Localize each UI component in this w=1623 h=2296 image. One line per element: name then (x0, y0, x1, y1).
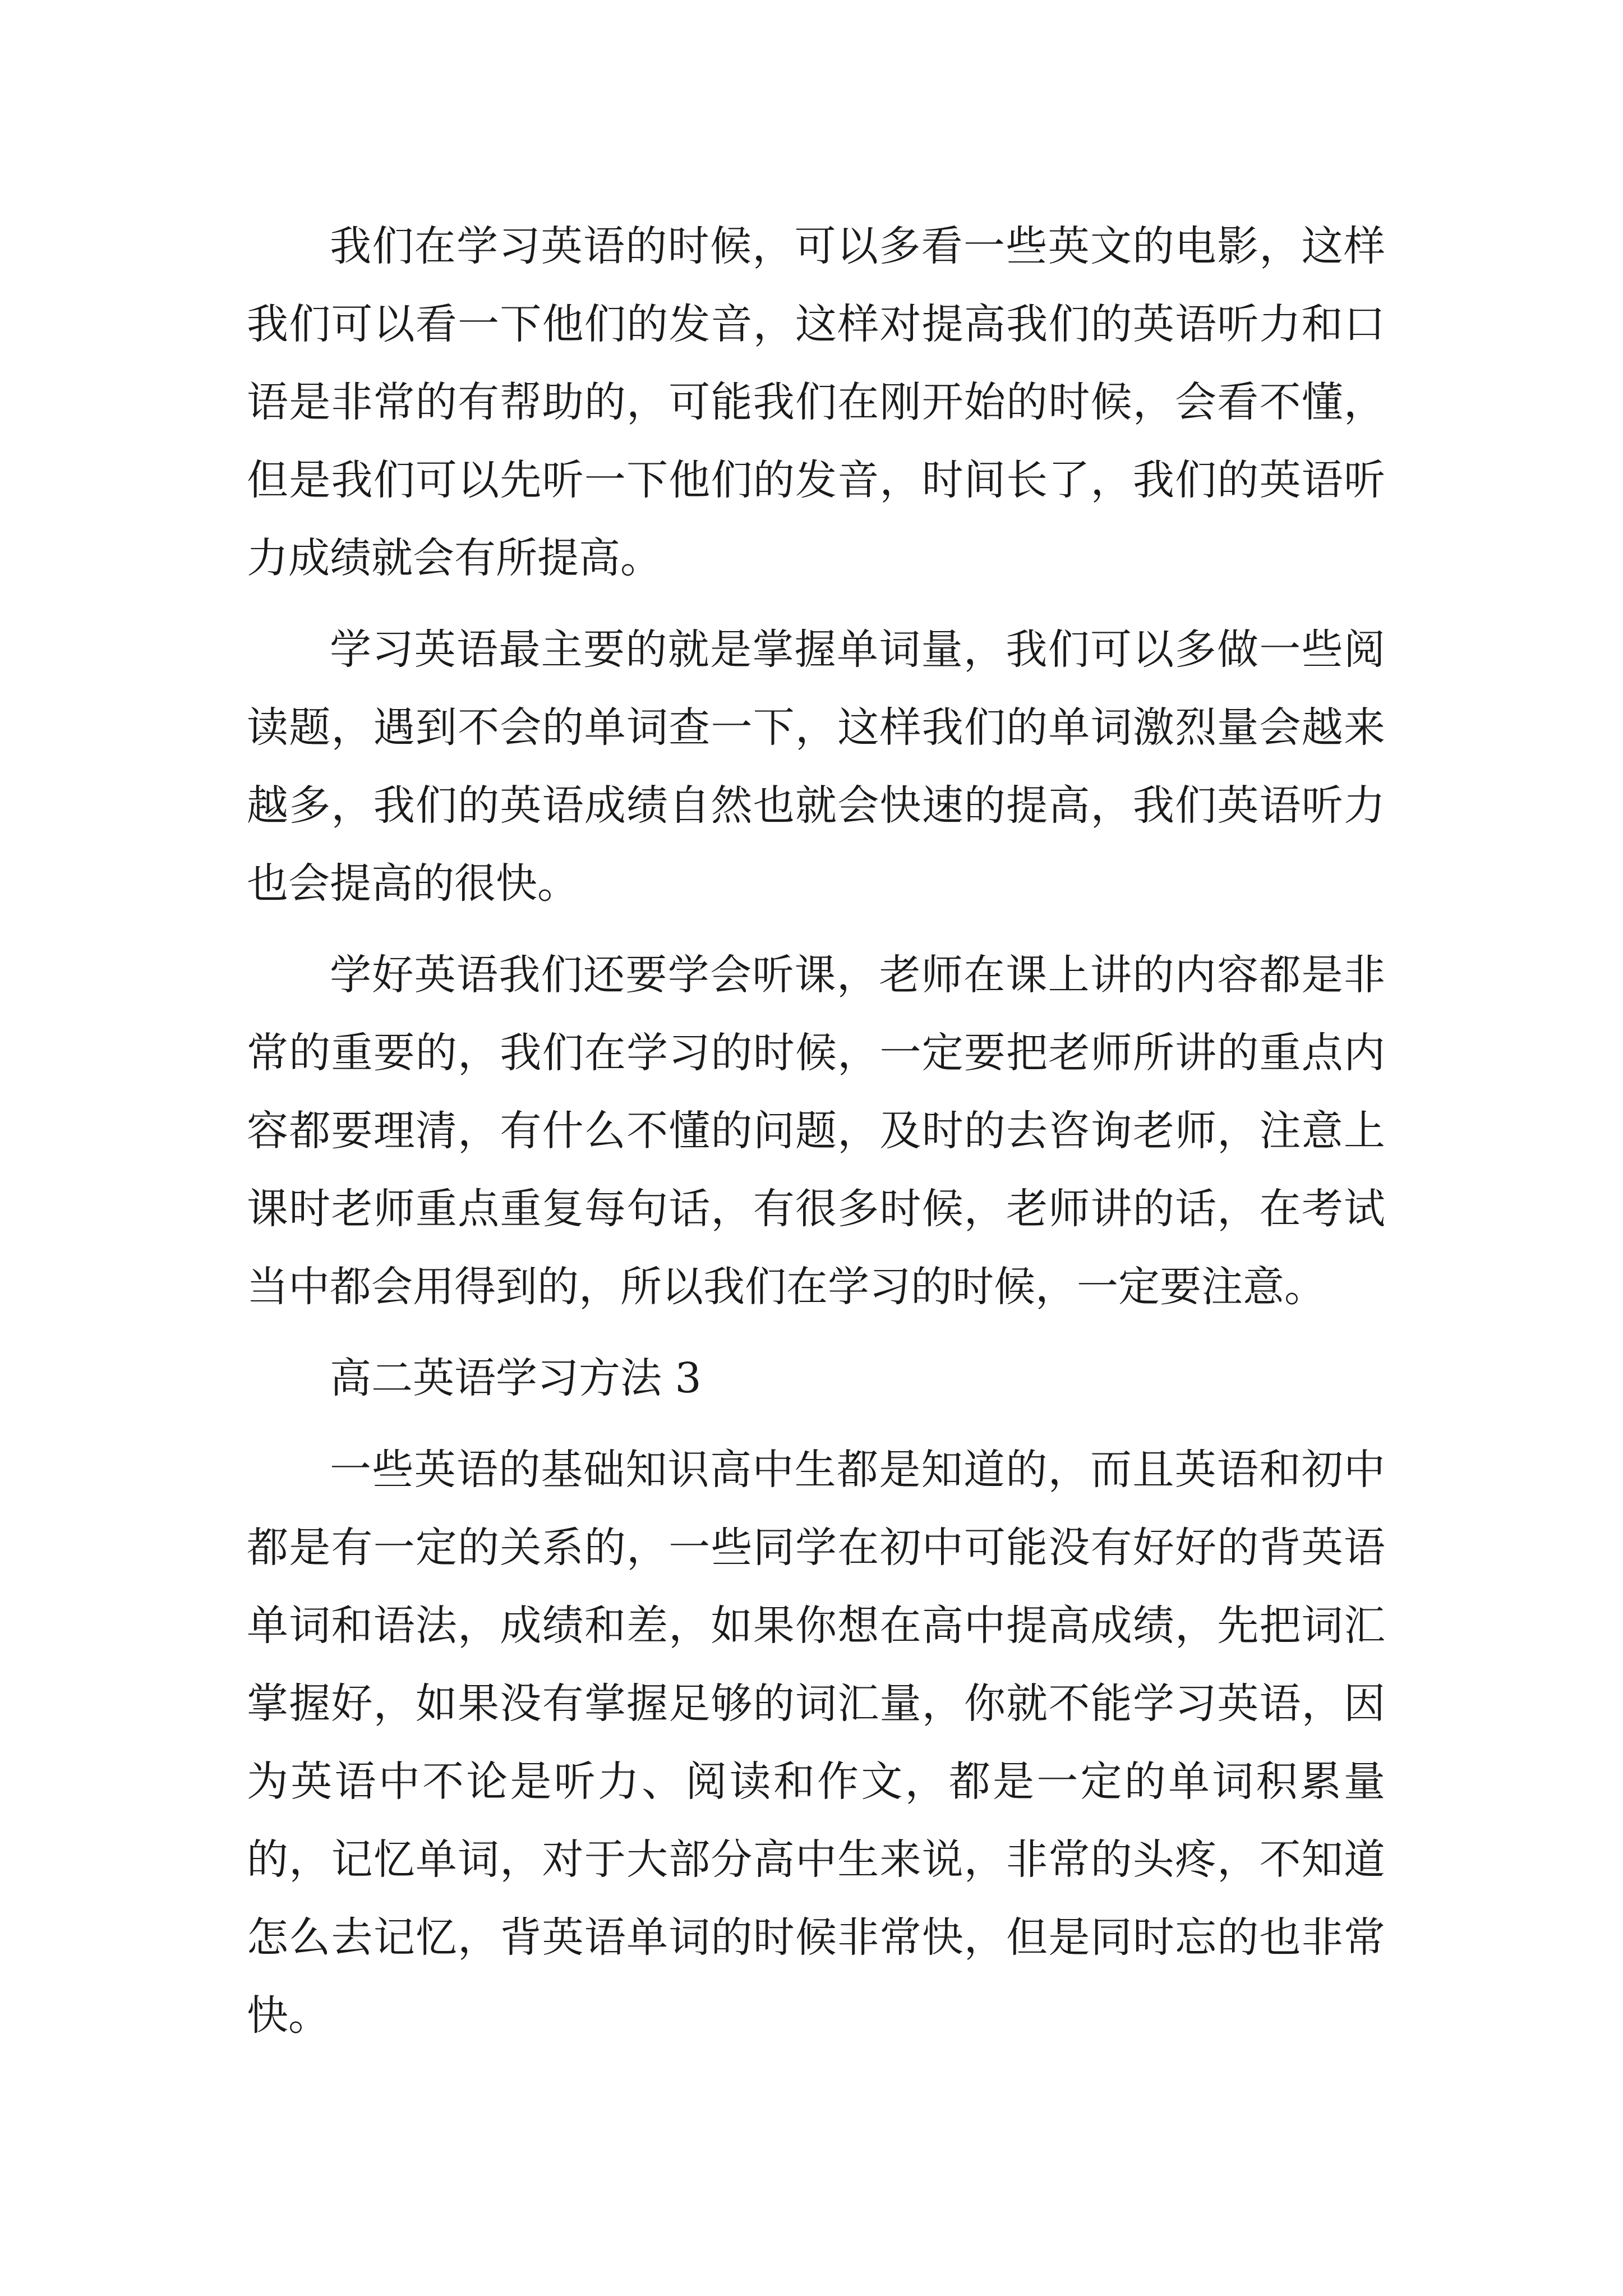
paragraph-listening-class: 学好英语我们还要学会听课，老师在课上讲的内容都是非常的重要的，我们在学习的时候，一定要把老师所讲的重点内容都要理清，有什么不懂的问题，及时的去咨询老师，注意上课时老师重点重复每句话，有很多时候，老师讲的话，在考试当中都会用得到的，所以我们在学习的时候，一定要注意。 (247, 951, 1385, 1311)
paragraph-vocabulary: 学习英语最主要的就是掌握单词量，我们可以多做一些阅读题，遇到不会的单词查一下，这样我们的单词激烈量会越来越多，我们的英语成绩自然也就会快速的提高，我们英语听力也会提高的很快。 (247, 625, 1385, 908)
paragraph-movies: 我们在学习英语的时候，可以多看一些英文的电影，这样我们可以看一下他们的发音，这样对提高我们的英语听力和口语是非常的有帮助的，可能我们在刚开始的时候，会看不懂，但是我们可以先听一下他们的发音，时间长了，我们的英语听力成绩就会有所提高。 (247, 222, 1385, 582)
paragraph-basics: 一些英语的基础知识高中生都是知道的，而且英语和初中都是有一定的关系的，一些同学在初中可能没有好好的背英语单词和语法，成绩和差，如果你想在高中提高成绩，先把词汇掌握好，如果没有掌握足够的词汇量，你就不能学习英语，因为英语中不论是听力、阅读和作文，都是一定的单词积累量的，记忆单词，对于大部分高中生来说，非常的头疼，不知道怎么去记忆，背英语单词的时候非常快，但是同时忘的也非常快。 (247, 1446, 1385, 2040)
section-heading: 高二英语学习方法 3 (330, 1354, 702, 1402)
document-body (247, 208, 1385, 2068)
